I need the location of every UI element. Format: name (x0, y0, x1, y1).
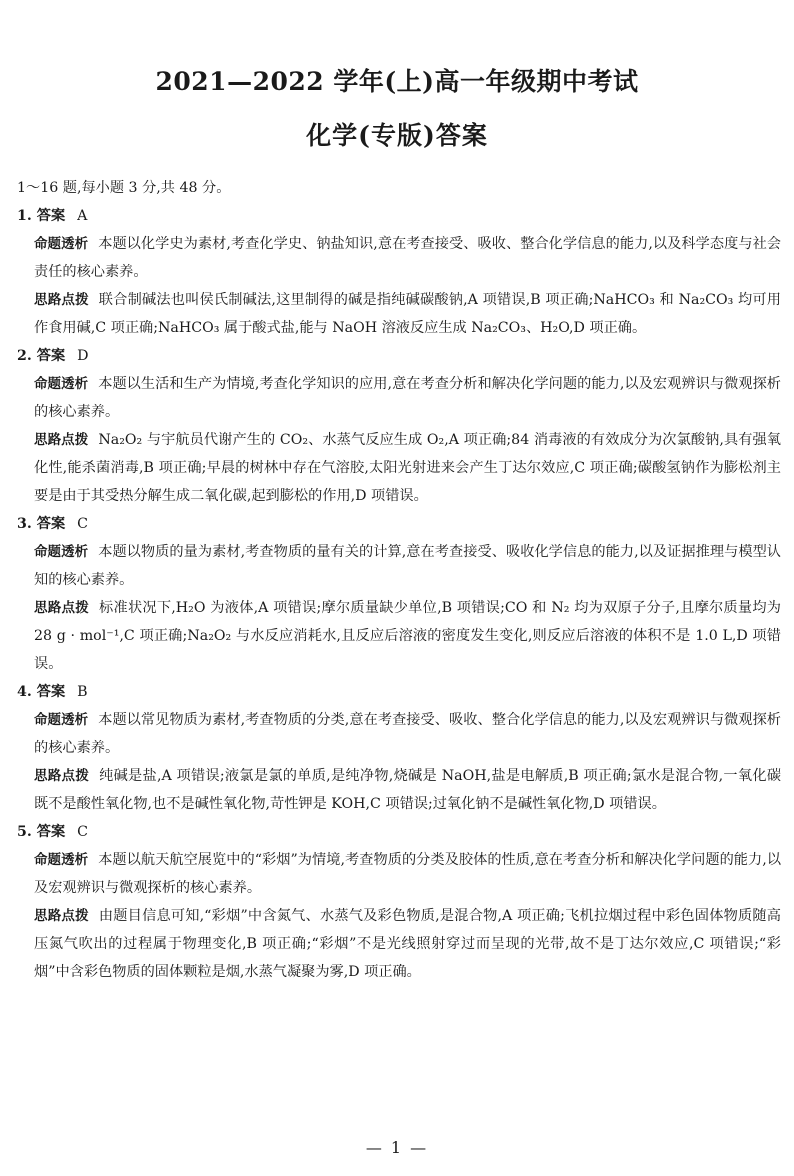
answer-content (17, 174, 781, 986)
hint-text: 由题目信息可知,“彩烟”中含氮气、水蒸气及彩色物质,是混合物,A 项正确;飞机拉烟过程中彩色固体物质随高压氮气吹出的过程属于物理变化,B 项正确;“彩烟”不是光线照射穿过而呈现的光带,故不是丁达尔效应,C 项错误;“彩烟”中含彩色物质的固体颗粒是烟,水蒸气凝聚为雾,D 项正确。 (34, 908, 781, 980)
analysis-paragraph (17, 538, 781, 594)
analysis-paragraph (17, 230, 781, 286)
question-number: 4. 答案 (17, 684, 66, 700)
analysis-text: 本题以生活和生产为情境,考查化学知识的应用,意在考查分析和解决化学问题的能力,以及宏观辨识与微观探析的核心素养。 (34, 376, 781, 420)
analysis-label: 命题透析 (34, 236, 89, 252)
question-answer-line (17, 818, 781, 846)
answer-letter: A (77, 208, 88, 224)
analysis-label: 命题透析 (34, 376, 89, 392)
intro-line: 1～16 题,每小题 3 分,共 48 分。 (17, 180, 231, 196)
hint-paragraph (17, 594, 781, 678)
analysis-text: 本题以航天航空展览中的“彩烟”为情境,考查物质的分类及胶体的性质,意在考查分析和解决化学问题的能力,以及宏观辨识与微观探析的核心素养。 (34, 852, 782, 896)
hint-paragraph (17, 426, 781, 510)
question-answer-line (17, 678, 781, 706)
hint-label: 思路点拨 (34, 292, 89, 308)
question-answer-line (17, 202, 781, 230)
hint-label: 思路点拨 (34, 432, 89, 448)
hint-label: 思路点拨 (34, 908, 89, 924)
hint-paragraph (17, 902, 781, 986)
page-title: 2021—2022 学年(上)高一年级期中考试 (155, 67, 639, 96)
question-block (17, 342, 781, 510)
hint-label: 思路点拨 (34, 768, 90, 784)
analysis-paragraph (17, 370, 781, 426)
answer-letter: D (77, 348, 89, 364)
hint-paragraph (17, 286, 781, 342)
page-number: — 1 — (365, 1138, 429, 1157)
question-number: 2. 答案 (17, 348, 66, 364)
answer-letter: B (77, 684, 88, 700)
question-answer-line (17, 510, 781, 538)
question-number: 3. 答案 (17, 516, 66, 532)
hint-label: 思路点拨 (34, 600, 90, 616)
analysis-paragraph (17, 846, 781, 902)
hint-text: 标准状况下,H₂O 为液体,A 项错误;摩尔质量缺少单位,B 项错误;CO 和 N₂ 均为双原子分子,且摩尔质量均为 28 g · mol⁻¹,C 项正确;Na₂O₂ 与水反应消耗水,且反应后溶液的密度发生变化,则反应后溶液的体积不是 1.0 L,D 项错误。 (34, 600, 781, 672)
analysis-label: 命题透析 (34, 712, 89, 728)
analysis-label: 命题透析 (34, 544, 89, 560)
question-block (17, 202, 781, 342)
analysis-label: 命题透析 (34, 852, 89, 868)
analysis-paragraph (17, 706, 781, 762)
analysis-text: 本题以化学史为素材,考查化学史、钠盐知识,意在考查接受、吸收、整合化学信息的能力,以及科学态度与社会责任的核心素养。 (34, 236, 781, 280)
question-block (17, 818, 781, 986)
hint-text: 联合制碱法也叫侯氏制碱法,这里制得的碱是指纯碱碳酸钠,A 项错误,B 项正确;NaHCO₃ 和 Na₂CO₃ 均可用作食用碱,C 项正确;NaHCO₃ 属于酸式盐,能与 NaOH 溶液反应生成 Na₂CO₃、H₂O,D 项正确。 (34, 292, 781, 336)
answer-letter: C (77, 516, 88, 532)
page-subtitle: 化学(专版)答案 (306, 121, 488, 150)
hint-text: 纯碱是盐,A 项错误;液氯是氯的单质,是纯净物,烧碱是 NaOH,盐是电解质,B 项正确;氯水是混合物,一氧化碳既不是酸性氧化物,也不是碱性氧化物,苛性钾是 KOH,C 项错误;过氧化钠不是碱性氧化物,D 项错误。 (34, 768, 782, 812)
analysis-text: 本题以常见物质为素材,考查物质的分类,意在考查接受、吸收、整合化学信息的能力,以及宏观辨识与微观探析的核心素养。 (34, 712, 781, 756)
question-number: 1. 答案 (17, 208, 66, 224)
question-answer-line (17, 342, 781, 370)
hint-text: Na₂O₂ 与宇航员代谢产生的 CO₂、水蒸气反应生成 O₂,A 项正确;84 消毒液的有效成分为次氯酸钠,具有强氧化性,能杀菌消毒,B 项正确;早晨的树林中存在气溶胶,太阳光射进来会产生丁达尔效应,C 项正确;碳酸氢钠作为膨松剂主要是由于其受热分解生成二氧化碳,起到膨松的作用,D 项错误。 (34, 432, 781, 504)
analysis-text: 本题以物质的量为素材,考查物质的量有关的计算,意在考查接受、吸收化学信息的能力,以及证据推理与模型认知的核心素养。 (34, 544, 781, 588)
hint-paragraph (17, 762, 781, 818)
question-number: 5. 答案 (17, 824, 66, 840)
question-block (17, 678, 781, 818)
answer-letter: C (77, 824, 88, 840)
question-block (17, 510, 781, 678)
